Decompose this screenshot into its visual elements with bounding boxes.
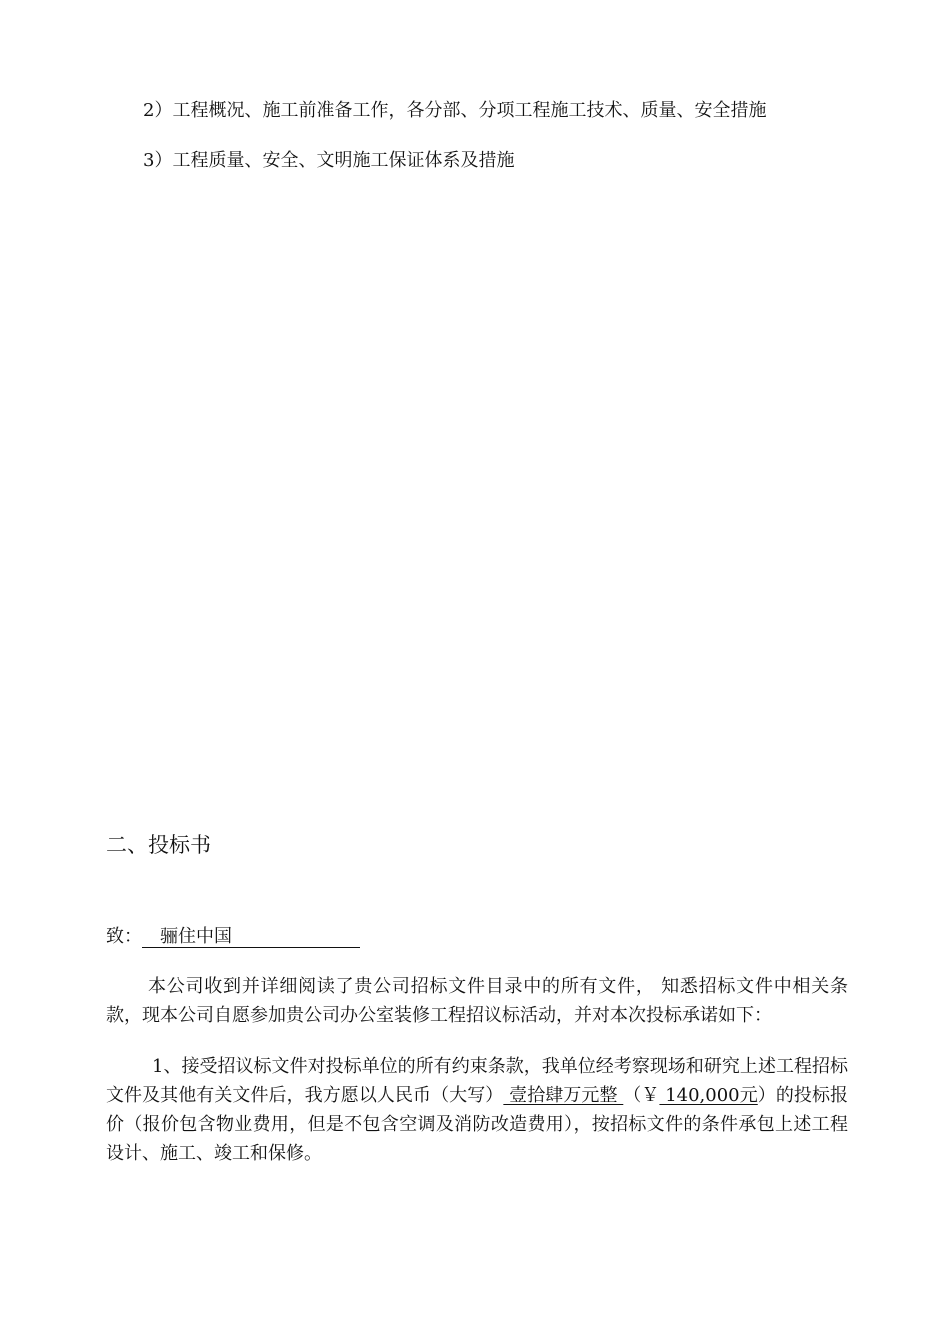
recipient-name: 骊住中国 <box>142 926 360 948</box>
to-label: 致： <box>106 926 142 947</box>
list-item-construction-overview: 2）工程概况、施工前准备工作，各分部、分项工程施工技术、质量、安全措施 <box>143 100 767 121</box>
commitment-paragraph <box>106 1052 848 1168</box>
section-title: 二、投标书 <box>106 833 211 857</box>
intro-paragraph: 本公司收到并详细阅读了贵公司招标文件目录中的所有文件， 知悉招标文件中相关条款，现本公司自愿参加贵公司办公室装修工程招议标活动，并对本次投标承诺如下： <box>106 976 848 1026</box>
bid-amount-figures: 140,000元 <box>659 1085 758 1106</box>
bid-amount-open: （￥ <box>623 1085 660 1106</box>
addressee-line <box>106 925 360 949</box>
list-item-quality-safety-system: 3）工程质量、安全、文明施工保证体系及措施 <box>143 150 515 171</box>
commitment-prefix: 1、接受招议标文件对投标单位的所有约束条款，我单位经考察现场和研究上述工程招标文件及其他有关文件后，我方愿以人民币（大写） <box>106 1056 848 1106</box>
commitment-suffix: ）的投标报价（报价包含物业费用，但是不包含空调及消防改造费用），按招标文件的条件承包上述工程设计、施工、竣工和保修。 <box>106 1085 849 1164</box>
bid-amount-words: 壹拾肆万元整 <box>503 1085 624 1106</box>
